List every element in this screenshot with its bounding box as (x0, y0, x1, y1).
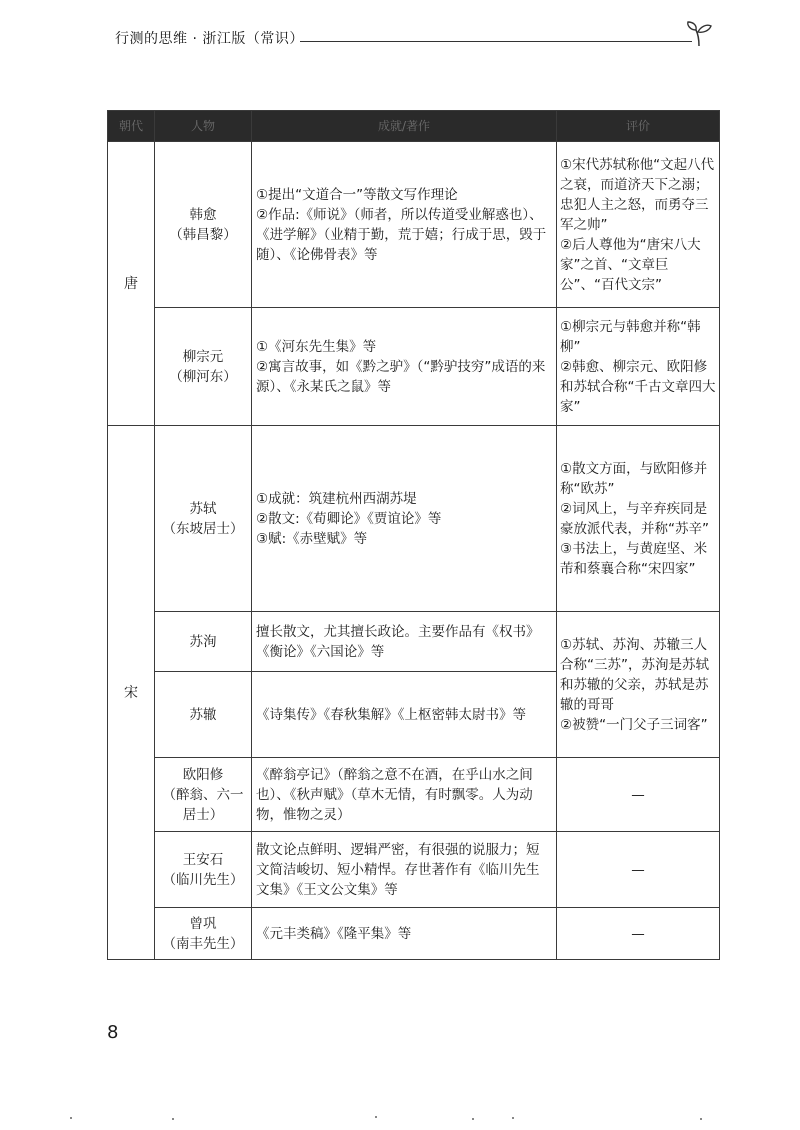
era-cell-song: 宋 (108, 426, 155, 960)
evaluation-line: ①散文方面，与欧阳修并称“欧苏” (560, 460, 708, 497)
works-line: ①提出“文道合一”等散文写作理论 (256, 186, 458, 203)
person-name: 柳宗元 (182, 348, 224, 365)
person-alias: （醉翁、六一居士） (162, 786, 244, 823)
person-cell (155, 908, 252, 960)
scan-speck (472, 1118, 474, 1120)
works-cell (252, 308, 557, 426)
person-name: 苏辙 (189, 706, 217, 723)
page-number: 8 (107, 1022, 119, 1043)
era-cell-tang: 唐 (108, 142, 155, 426)
header-rule (300, 41, 692, 42)
person-cell (155, 612, 252, 672)
col-header-works: 成就/著作 (252, 111, 557, 142)
evaluation-cell: — (557, 758, 720, 832)
scan-speck (70, 1117, 72, 1119)
scan-speck (172, 1118, 174, 1120)
evaluation-line: ③书法上，与黄庭坚、米芾和蔡襄合称“宋四家” (560, 540, 708, 577)
person-cell (155, 142, 252, 308)
evaluation-line: ②词风上，与辛弃疾同是豪放派代表，并称“苏辛” (560, 500, 709, 537)
scan-speck (512, 1117, 514, 1119)
person-cell (155, 308, 252, 426)
person-cell (155, 672, 252, 758)
evaluation-cell: — (557, 832, 720, 908)
works-cell (252, 426, 557, 612)
table-row (108, 908, 720, 960)
table-row (108, 612, 720, 672)
person-alias: （临川先生） (162, 871, 244, 888)
person-alias: （韩昌黎） (169, 226, 237, 243)
evaluation-cell: — (557, 908, 720, 960)
works-line: ②作品:《师说》（师者，所以传道受业解惑也）、《进学解》（业精于勤，荒于嬉；行成于思，毁于随）、《论佛骨表》等 (256, 206, 547, 263)
col-header-era: 朝代 (108, 111, 155, 142)
running-header: 行测的思维 · 浙江版（常识） (115, 31, 304, 47)
person-cell (155, 832, 252, 908)
table-row (108, 308, 720, 426)
works-line: ②散文:《荀卿论》《贾谊论》等 (256, 510, 442, 527)
person-alias: （东坡居士） (162, 520, 244, 537)
works-line: 《醉翁亭记》（醉翁之意不在酒，在乎山水之间也）、《秋声赋》（草木无情，有时飘零。人为动物，惟物之灵） (256, 766, 533, 823)
table-row (108, 758, 720, 832)
person-alias: （南丰先生） (162, 935, 244, 952)
table-row (108, 142, 720, 308)
person-name: 韩愈 (189, 206, 217, 223)
table-header-row (108, 111, 720, 142)
evaluation-cell (557, 142, 720, 308)
works-line: 散文论点鲜明、逻辑严密，有很强的说服力；短文简洁峻切、短小精悍。存世著作有《临川先生文集》《王文公文集》等 (256, 841, 540, 898)
scan-speck (700, 1118, 702, 1120)
person-name: 王安石 (182, 851, 224, 868)
evaluation-cell (557, 426, 720, 612)
evaluation-line: ②韩愈、柳宗元、欧阳修和苏轼合称“千古文章四大家” (560, 358, 716, 415)
person-alias: （柳河东） (169, 368, 237, 385)
table-row (108, 426, 720, 612)
works-cell (252, 672, 557, 758)
col-header-person: 人物 (155, 111, 252, 142)
evaluation-cell (557, 308, 720, 426)
works-cell (252, 832, 557, 908)
works-cell (252, 612, 557, 672)
col-header-evaluation: 评价 (557, 111, 720, 142)
person-name: 欧阳修 (182, 766, 224, 783)
works-line: ①成就：筑建杭州西湖苏堤 (256, 490, 417, 507)
works-line: ①《河东先生集》等 (256, 338, 377, 355)
literature-table (107, 110, 720, 960)
sprout-icon (684, 20, 714, 48)
evaluation-line: ①苏轼、苏洵、苏辙三人合称“三苏”，苏洵是苏轼和苏辙的父亲，苏轼是苏辙的哥哥 (560, 636, 709, 713)
works-cell (252, 142, 557, 308)
evaluation-line: ①宋代苏轼称他“文起八代之衰，而道济天下之溺；忠犯人主之怒，而勇夺三军之帅” (560, 156, 715, 233)
works-cell (252, 908, 557, 960)
works-cell (252, 758, 557, 832)
evaluation-cell (557, 612, 720, 758)
works-line: 《诗集传》《春秋集解》《上枢密韩太尉书》等 (256, 706, 526, 723)
evaluation-line: ①柳宗元与韩愈并称“韩柳” (560, 318, 701, 355)
person-name: 曾巩 (189, 915, 217, 932)
scan-speck (375, 1116, 377, 1118)
person-cell (155, 426, 252, 612)
person-name: 苏洵 (189, 633, 217, 650)
table-row (108, 832, 720, 908)
evaluation-line: ②被赞“一门父子三词客” (560, 716, 708, 733)
person-name: 苏轼 (189, 500, 217, 517)
works-line: ③赋:《赤壁赋》等 (256, 530, 368, 547)
works-line: ②寓言故事，如《黔之驴》（“黔驴技穷”成语的来源）、《永某氏之鼠》等 (256, 358, 546, 395)
person-cell (155, 758, 252, 832)
evaluation-line: ②后人尊他为“唐宋八大家”之首、“文章巨公”、“百代文宗” (560, 236, 701, 293)
works-line: 擅长散文，尤其擅长政论。主要作品有《权书》《衡论》《六国论》等 (256, 623, 540, 660)
works-line: 《元丰类稿》《隆平集》等 (256, 925, 412, 942)
